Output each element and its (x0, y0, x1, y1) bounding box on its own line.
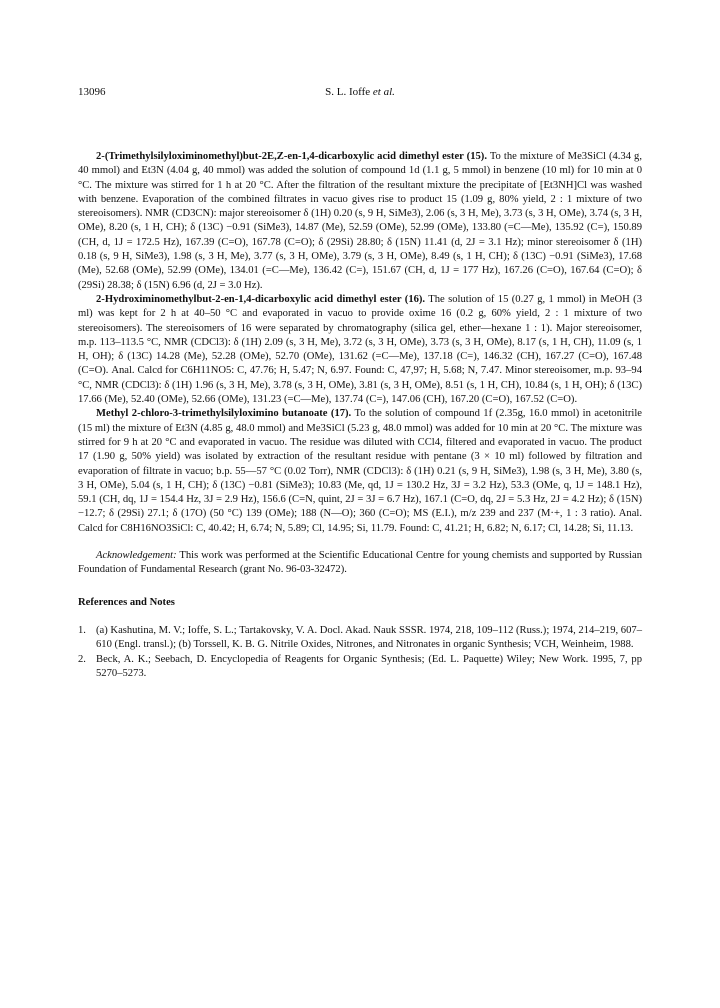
experimental-paragraph (78, 407, 642, 536)
reference-text: Beck, A. K.; Seebach, D. Encyclopedia of Reagents for Organic Synthesis; (Ed. L. Paquette) Wiley; New Work. 1995, 7, pp 5270–5273. (96, 653, 642, 679)
article-body (78, 150, 642, 681)
compound-title: Methyl 2-chloro-3-trimethylsilyloximino butanoate (17). (96, 408, 352, 420)
running-head-suffix: et al. (372, 86, 395, 98)
reference-number: 1. (78, 624, 86, 636)
procedure-text: The solution of 15 (0.27 g, 1 mmol) in MeOH (3 ml) was kept for 2 h at 40–50 °C and evaporated in vacuo to provide oxime 16 (0.2 g, 60% yield, 2 : 1 mixture of two stereoisomers). The stereoisomers of 16 were separated by chromatography (silica gel, ether—hexane 1 : 1). Major stereoisomer, m.p. 113–113.5 °C, NMR (CDCl3): δ (1H) 2.09 (s, 3 H, Me), 3.72 (s, 3 H, OMe), 3.73 (s, 3 H, OMe), 8.17 (s, 1 H, CH), 11.09 (s, 1 H, OH); δ (13C) 14.28 (Me), 52.28 (OMe), 52.70 (OMe), 131.62 (=C—Me), 137.18 (C=), 146.32 (CH), 167.27 (C=O), 167.48 (C=O). Anal. Calcd for C6H11NO5: C, 47.76; H, 5.47; N, 6.97. Found: C, 47,97; H, 5.68; N, 7.47. Minor stereoisomer, m.p. 93–94 °C, NMR (CDCl3): δ (1H) 1.96 (s, 3 H, Me), 3.78 (s, 3 H, OMe), 3.81 (s, 3 H, OMe), 8.51 (s, 1 H, CH), 10.84 (s, 1 H, OH); δ (13C) 17.66 (Me), 52.40 (OMe), 52.66 (OMe), 131.23 (=C—Me), 137.74 (C=), 147.06 (CH), 167.20 (C=O), 167.52 (C=O). (78, 293, 643, 406)
page-header (78, 86, 642, 102)
page-number: 13096 (78, 86, 106, 98)
running-head (78, 86, 642, 98)
reference-text: (a) Kashutina, M. V.; Ioffe, S. L.; Tartakovsky, V. A. Docl. Akad. Nauk SSSR. 1974, 218, 109–112 (Russ.); 1974, 214–219, 607–610 (Engl. transl.); (b) Torssell, K. B. G. Nitrile Oxides, Nitrones, and Nitronates in organic Synthesis; VCH, Weinheim, 1988. (96, 624, 642, 651)
experimental-paragraph (78, 150, 642, 293)
reference-number: 2. (78, 653, 86, 665)
procedure-text: To the solution of compound 1f (2.35g, 16.0 mmol) in acetonitrile (15 ml) the mixture of Et3N (4.85 g, 48.0 mmol) and Me3SiCl (5.23 g, 48.0 mmol) was added for 10 min at 20 °C. The mixture was stirred for 9 h at 20 °C and evaporated in vacuo. The residue was diluted with CCl4, filtered and evaporated in vacuo. The product 17 (1.90 g, 50% yield) was isolated by extraction of the resultant residue with pentane (3 × 10 ml) followed by filtration and evaporation of filtrate in vacuo; b.p. 55—57 °C (0.02 Torr), NMR (CDCl3): δ (1H) 0.21 (s, 9 H, SiMe3), 1.98 (s, 3 H, Me), 3.80 (s, 3 H, OMe), 5.04 (s, 1 H, CH); δ (13C) −0.81 (SiMe3); 10.83 (Me, qd, 1J = 130.2 Hz, 3J = 3.2 Hz), 53.3 (OMe, q, 1J = 148.1 Hz), 59.1 (CH, dq, 1J = 154.4 Hz, 3J = 2.9 Hz), 156.6 (C=N, quint, 2J = 3J = 6.7 Hz), 167.1 (C=O, dq, 2J = 5.3 Hz, 2J = 4.2 Hz); δ (15N) −12.7; δ (29Si) 27.1; δ (17O) (50 °C) 139 (OMe); 188 (N—O); 360 (C=O); MS (E.I.), m/z 239 and 237 (M·+, 1 : 3 ratio). Anal. Calcd for C8H16NO3SiCl: C, 40.42; H, 6.74; N, 5.89; Cl, 14.95; Si, 11.79. Found: C, 41.21; H, 6.82; N, 6.17; Cl, 14.28; Si, 11.13. (78, 408, 642, 534)
running-head-author: S. L. Ioffe (325, 86, 371, 98)
acknowledgement (78, 549, 642, 578)
reference-list (78, 624, 642, 681)
acknowledgement-text: This work was performed at the Scientific Educational Centre for young chemists and supported by Russian Foundation of Fundamental Research (grant No. 96-03-32472). (78, 550, 642, 576)
acknowledgement-label: Acknowledgement: (96, 550, 177, 562)
experimental-paragraph (78, 293, 642, 407)
compound-title: 2-Hydroximinomethylbut-2-en-1,4-dicarboxylic acid dimethyl ester (16). (96, 293, 426, 305)
reference-item (78, 653, 642, 682)
reference-item (78, 624, 642, 653)
compound-title: 2-(Trimethylsilyloximinomethyl)but-2E,Z-en-1,4-dicarboxylic acid dimethyl ester (15). (96, 151, 487, 162)
references-heading: References and Notes (78, 596, 175, 608)
procedure-text: To the mixture of Me3SiCl (4.34 g, 40 mmol) and Et3N (4.04 g, 40 mmol) was added the solution of compound 1d (1.1 g, 5 mmol) in benzene (10 ml) for 10 min at 0 °C. The mixture was stirred for 1 h at 20 °C. After the filtration of the resultant mixture the precipitate of [Et3NH]Cl was washed with benzene. Evaporation of the combined filtrates in vacuo gives rise to product 15 (1.09 g, 80% yield, 2 : 1 mixture of two stereoisomers). NMR (CD3CN): major stereoisomer δ (1H) 0.20 (s, 9 H, SiMe3), 2.06 (s, 3 H, Me), 3.73 (s, 3 H, OMe), 3.74 (s, 3 H, OMe), 8.20 (s, 1 H, CH); δ (13C) −0.91 (SiMe3), 14.87 (Me), 52.59 (OMe), 52.99 (OMe), 133.80 (=C—Me), 135.92 (C=), 150.89 (CH, d, 1J = 172.5 Hz), 167.39 (C=O), 167.78 (C=O); δ (29Si) 28.80; δ (15N) 11.41 (d, 2J = 3.1 Hz); minor stereoisomer δ (1H) 0.18 (s, 9 H, SiMe3), 1.98 (s, 3 H, Me), 3.77 (s, 3 H, OMe), 3.79 (s, 3 H, OMe), 8.49 (s, 1 H, CH); δ (13C) −0.91 (SiMe3), 17.68 (Me), 52.68 (OMe), 52.99 (OMe), 134.01 (=C—Me), 136.42 (C=), 151.67 (CH, d, 1J = 177 Hz), 167.26 (C=O), 167.64 (C=O); δ (29Si) 28.38; δ (15N) 6.96 (d, 2J = 3.0 Hz). (78, 151, 642, 291)
